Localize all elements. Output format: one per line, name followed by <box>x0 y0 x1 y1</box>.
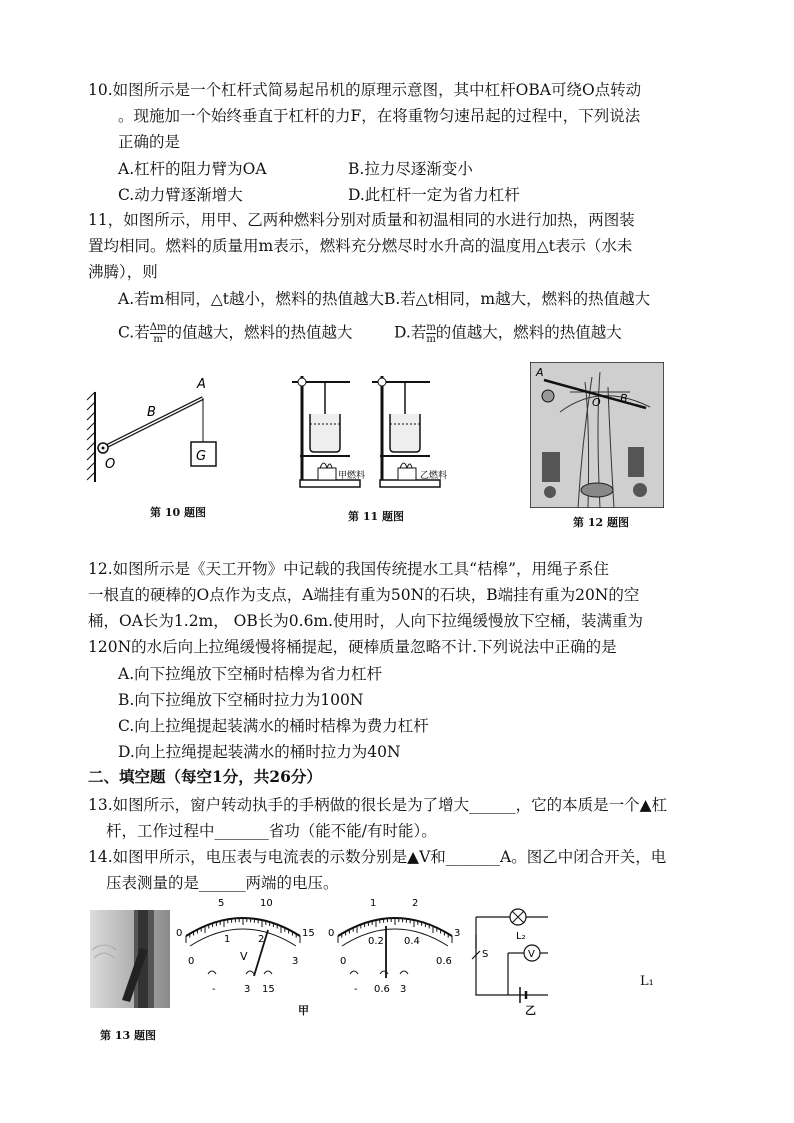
figure-13-window-handle <box>90 910 170 1008</box>
q10-line1: 10.如图所示是一个杠杆式简易起吊机的原理示意图，其中杠杆OBA可绕O点转动 <box>88 81 642 99</box>
figure-12-caption: 第 12 题图 <box>573 516 629 529</box>
circuit-label-s: S <box>482 949 489 960</box>
q12-line2: 一根直的硬棒的O点作为支点，A端挂有重为50N的石块，B端挂有重为20N的空 <box>88 586 640 604</box>
fig12-label-a: A <box>536 366 544 379</box>
fig11-label-yi: 乙燃料 <box>420 471 448 481</box>
a-bot-0: 0 <box>340 956 347 967</box>
q13-line1: 13.如图所示，窗户转动执手的手柄做的很长是为了增大______，它的本质是一个▲杠 <box>88 796 668 814</box>
a-bot-02: 0.2 <box>368 936 384 947</box>
q10-option-d: D.此杠杆一定为省力杠杆 <box>348 186 520 204</box>
figure-10-lever <box>85 370 235 490</box>
q11-option-d-fraction: $\frac{m}{m}$ <box>426 322 436 345</box>
q11-option-c-text: 的值越大，燃料的热值越大 <box>166 323 353 342</box>
v-symbol: V <box>240 950 248 963</box>
fig11-label-jia: 甲燃料 <box>338 471 366 481</box>
v-term-neg: - <box>212 984 216 995</box>
fig10-label-a: A <box>197 377 206 392</box>
v-top-10: 10 <box>260 898 273 909</box>
q12-line3: 桶，OA长为1.2m， OB长为0.6m.使用时，人向下拉绳缓慢放下空桶，装满重为 <box>88 612 644 630</box>
q11-option-d <box>394 322 622 345</box>
circuit-diagram-yi <box>468 895 558 1015</box>
a-bot-04: 0.4 <box>404 936 420 947</box>
q12-option-c: C.向上拉绳提起装满水的桶时桔槔为费力杠杆 <box>118 717 429 735</box>
q11-option-c-prefix: C.若 <box>118 323 150 342</box>
v-top-5: 5 <box>218 898 225 909</box>
q11-line3: 沸腾），则 <box>88 263 158 281</box>
v-bot-0: 0 <box>188 956 195 967</box>
figure-jia-label: 甲 <box>298 1004 309 1017</box>
v-term-15: 15 <box>262 984 275 995</box>
q10-line2: 。现施加一个始终垂直于杠杆的力F，在将重物匀速吊起的过程中，下列说法 <box>118 107 641 125</box>
q10-option-a: A.杠杆的阻力臂为OA <box>118 160 267 178</box>
voltmeter-dial <box>168 892 318 1004</box>
q11-option-d-prefix: D.若 <box>394 323 427 342</box>
fig12-label-o: O <box>592 396 601 409</box>
q11-line1: 11，如图所示，用甲、乙两种燃料分别对质量和初温相同的水进行加热，两图装 <box>88 211 635 229</box>
a-bot-06: 0.6 <box>436 956 452 967</box>
q14-line2: 压表测量的是______两端的电压。 <box>106 874 339 892</box>
fig11-setup-yi <box>372 376 447 487</box>
figure-13-caption: 第 13 题图 <box>100 1029 156 1042</box>
a-top-2: 2 <box>412 898 419 909</box>
v-top-15: 15 <box>302 928 315 939</box>
q12-option-b: B.向下拉绳放下空桶时拉力为100N <box>118 691 364 709</box>
q11-option-c <box>118 322 352 345</box>
a-top-3: 3 <box>454 928 461 939</box>
v-term-3: 3 <box>244 984 251 995</box>
fig10-label-o: O <box>105 457 116 472</box>
v-bot-3: 3 <box>292 956 299 967</box>
section-2-title: 二、填空题（每空1分，共26分） <box>88 767 322 786</box>
circuit-label-l2: L₂ <box>516 931 526 942</box>
q11-line2: 置均相同。燃料的质量用m表示，燃料充分燃尽时水升高的温度用△t表示（水未 <box>88 237 633 255</box>
figure-10-caption: 第 10 题图 <box>150 506 206 519</box>
ammeter-dial <box>320 892 470 1004</box>
circuit-label-v: V <box>528 949 535 960</box>
q12-line4: 120N的水后向上拉绳缓慢将桶提起，硬棒质量忽略不计.下列说法中正确的是 <box>88 638 617 656</box>
a-term-3: 3 <box>400 984 407 995</box>
q12-option-a: A.向下拉绳放下空桶时桔槔为省力杠杆 <box>118 665 383 683</box>
a-top-0: 0 <box>328 928 335 939</box>
q10-option-c: C.动力臂逐渐增大 <box>118 186 243 204</box>
figure-yi-label: 乙 <box>525 1004 536 1017</box>
q12-option-d: D.向上拉绳提起装满水的桶时拉力为40N <box>118 743 401 761</box>
fig11-setup-jia <box>292 376 365 487</box>
a-term-neg: - <box>354 984 358 995</box>
q10-option-b: B.拉力尽逐渐变小 <box>348 160 473 178</box>
q11-option-ab: A.若m相同，△t越小，燃料的热值越大B.若△t相同，m越大，燃料的热值越大 <box>118 290 651 308</box>
v-top-0: 0 <box>176 928 183 939</box>
v-bot-2: 2 <box>258 934 265 945</box>
q12-line1: 12.如图所示是《天工开物》中记载的我国传统提水工具“桔槔”，用绳子系住 <box>88 560 610 578</box>
figure-11-heating <box>280 368 470 496</box>
q11-option-d-text: 的值越大，燃料的热值越大 <box>435 323 622 342</box>
fig10-label-g: G <box>196 449 207 464</box>
circuit-label-l1: L₁ <box>640 974 654 989</box>
a-term-06: 0.6 <box>374 984 390 995</box>
fig10-label-b: B <box>147 405 156 420</box>
q11-option-c-fraction: $\frac{\Delta m}{m}$ <box>149 322 167 345</box>
q13-line2: 杆，工作过程中_______省功（能不能/有时能）。 <box>106 822 437 840</box>
a-top-1: 1 <box>370 898 377 909</box>
v-bot-1: 1 <box>224 934 231 945</box>
q14-line1: 14.如图甲所示，电压表与电流表的示数分别是▲V和_______A。图乙中闭合开关，电 <box>88 848 667 866</box>
q10-line3: 正确的是 <box>118 133 181 151</box>
fig12-label-b: B <box>620 392 628 405</box>
figure-11-caption: 第 11 题图 <box>348 510 404 523</box>
figure-12-shadoof <box>530 362 664 508</box>
